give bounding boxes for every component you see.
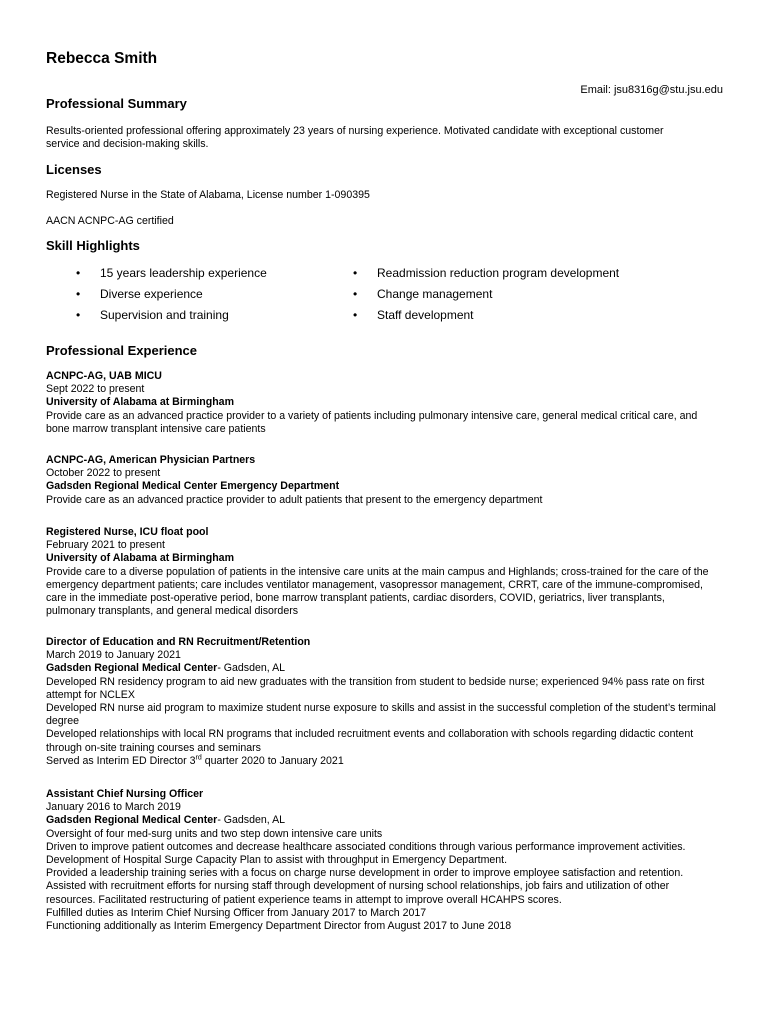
job-title: Registered Nurse, ICU float pool — [46, 526, 209, 538]
bullet-icon: • — [76, 287, 81, 301]
bullet-icon: • — [353, 266, 358, 280]
job-title: ACNPC-AG, UAB MICU — [46, 370, 162, 382]
job-organization-line — [46, 814, 716, 827]
job-interim-note — [46, 755, 716, 768]
bullet-icon: • — [76, 266, 81, 280]
job-description: Provide care as an advanced practice provider to a variety of patients including pulmonary intensive care, general medical critical care, and bone marrow transplant intensive care patients — [46, 409, 698, 435]
skill-label: 15 years leadership experience — [100, 266, 267, 280]
skill-label: Readmission reduction program development — [377, 266, 620, 280]
skill-label: Supervision and training — [100, 308, 229, 322]
job-location: - Gadsden, AL — [217, 814, 286, 827]
job-dates: January 2016 to March 2019 — [46, 801, 181, 814]
job-dates: February 2021 to present — [46, 539, 165, 552]
job-entry — [46, 788, 716, 933]
summary-heading: Professional Summary — [46, 96, 187, 111]
bullet-icon: • — [76, 308, 81, 322]
job-entry — [46, 454, 716, 507]
job-title: Assistant Chief Nursing Officer — [46, 788, 204, 800]
job-description: Provided a leadership training series with a focus on charge nurse development in order to improve employee satisfaction and retention. — [46, 867, 684, 880]
job-description: Developed RN nurse aid program to maximize student nurse exposure to skills and assist in the successful completion of the student’s terminal degree — [46, 702, 716, 728]
job-description: Fulfilled duties as Interim Chief Nursing Officer from January 2017 to March 2017 — [46, 906, 427, 919]
job-dates: October 2022 to present — [46, 467, 161, 480]
ordinal-suffix: rd — [195, 754, 202, 762]
job-description: Provide care as an advanced practice provider to adult patients that present to the emergency department — [46, 493, 543, 506]
bullet-icon: • — [353, 308, 358, 322]
license-item: AACN ACNPC-AG certified — [46, 215, 174, 227]
job-dates: Sept 2022 to present — [46, 383, 145, 396]
bullet-icon: • — [353, 287, 358, 301]
skills-heading: Skill Highlights — [46, 238, 140, 253]
job-entry — [46, 370, 716, 436]
interim-text-end: quarter 2020 to January 2021 — [201, 754, 344, 767]
job-dates: March 2019 to January 2021 — [46, 649, 181, 662]
email-address: Email: jsu8316g@stu.jsu.edu — [580, 84, 723, 96]
license-item: Registered Nurse in the State of Alabama, License number 1-090395 — [46, 189, 370, 201]
skill-label: Diverse experience — [100, 287, 203, 301]
job-organization: University of Alabama at Birmingham — [46, 396, 234, 409]
skill-label: Change management — [377, 287, 493, 301]
job-description: Functioning additionally as Interim Emergency Department Director from August 2017 to June 2018 — [46, 920, 512, 933]
summary-text: Results-oriented professional offering approximately 23 years of nursing experience. Motivated candidate with exceptional customer service and decision-making skills. — [46, 125, 664, 150]
job-description: Oversight of four med-surg units and two step down intensive care units — [46, 827, 383, 840]
licenses-heading: Licenses — [46, 162, 102, 177]
job-description: Driven to improve patient outcomes and decrease healthcare associated conditions through various performance improvement activities. — [46, 840, 686, 853]
job-description: Developed relationships with local RN programs that included recruitment events and collaboration with schools regarding didactic content through on-site training courses and seminars — [46, 728, 694, 754]
job-location: - Gadsden, AL — [217, 662, 286, 675]
job-organization: University of Alabama at Birmingham — [46, 552, 234, 565]
job-organization: Gadsden Regional Medical Center — [46, 814, 218, 827]
candidate-name: Rebecca Smith — [46, 50, 158, 67]
experience-heading: Professional Experience — [46, 343, 198, 358]
job-title: ACNPC-AG, American Physician Partners — [46, 454, 256, 466]
job-description: Provide care to a diverse population of patients in the intensive care units at the main campus and Highlands; cross-trained for the care of the emergency department patients; care includes ventilator management, vasopressor management, CRRT, care of the immune-compromised, care in the immediate post-operative period, bone marrow transplant patients, cardiac disorders, COVID, geriatrics, liver transplants, pulmonary transplants, and general medical disorders — [46, 565, 709, 618]
job-description: Development of Hospital Surge Capacity Plan to assist with throughput in Emergency Department. — [46, 854, 508, 867]
job-description: Developed RN residency program to aid new graduates with the transition from student to bedside nurse; experienced 94% pass rate on first attempt for NCLEX — [46, 675, 705, 701]
interim-text: Served as Interim ED Director 3 — [46, 754, 196, 767]
job-description: Assisted with recruitment efforts for nursing staff through development of nursing school relationships, job fairs and utilization of other resources. Facilitated restructuring of patient experience teams in attempt to improve overall HCAHPS scores. — [46, 880, 670, 906]
job-organization-line — [46, 662, 716, 675]
job-entry — [46, 636, 716, 768]
skill-label: Staff development — [377, 308, 474, 322]
job-organization: Gadsden Regional Medical Center — [46, 662, 218, 675]
job-organization: Gadsden Regional Medical Center Emergency Department — [46, 480, 340, 493]
job-entry — [46, 526, 716, 618]
job-title: Director of Education and RN Recruitment/Retention — [46, 636, 311, 648]
